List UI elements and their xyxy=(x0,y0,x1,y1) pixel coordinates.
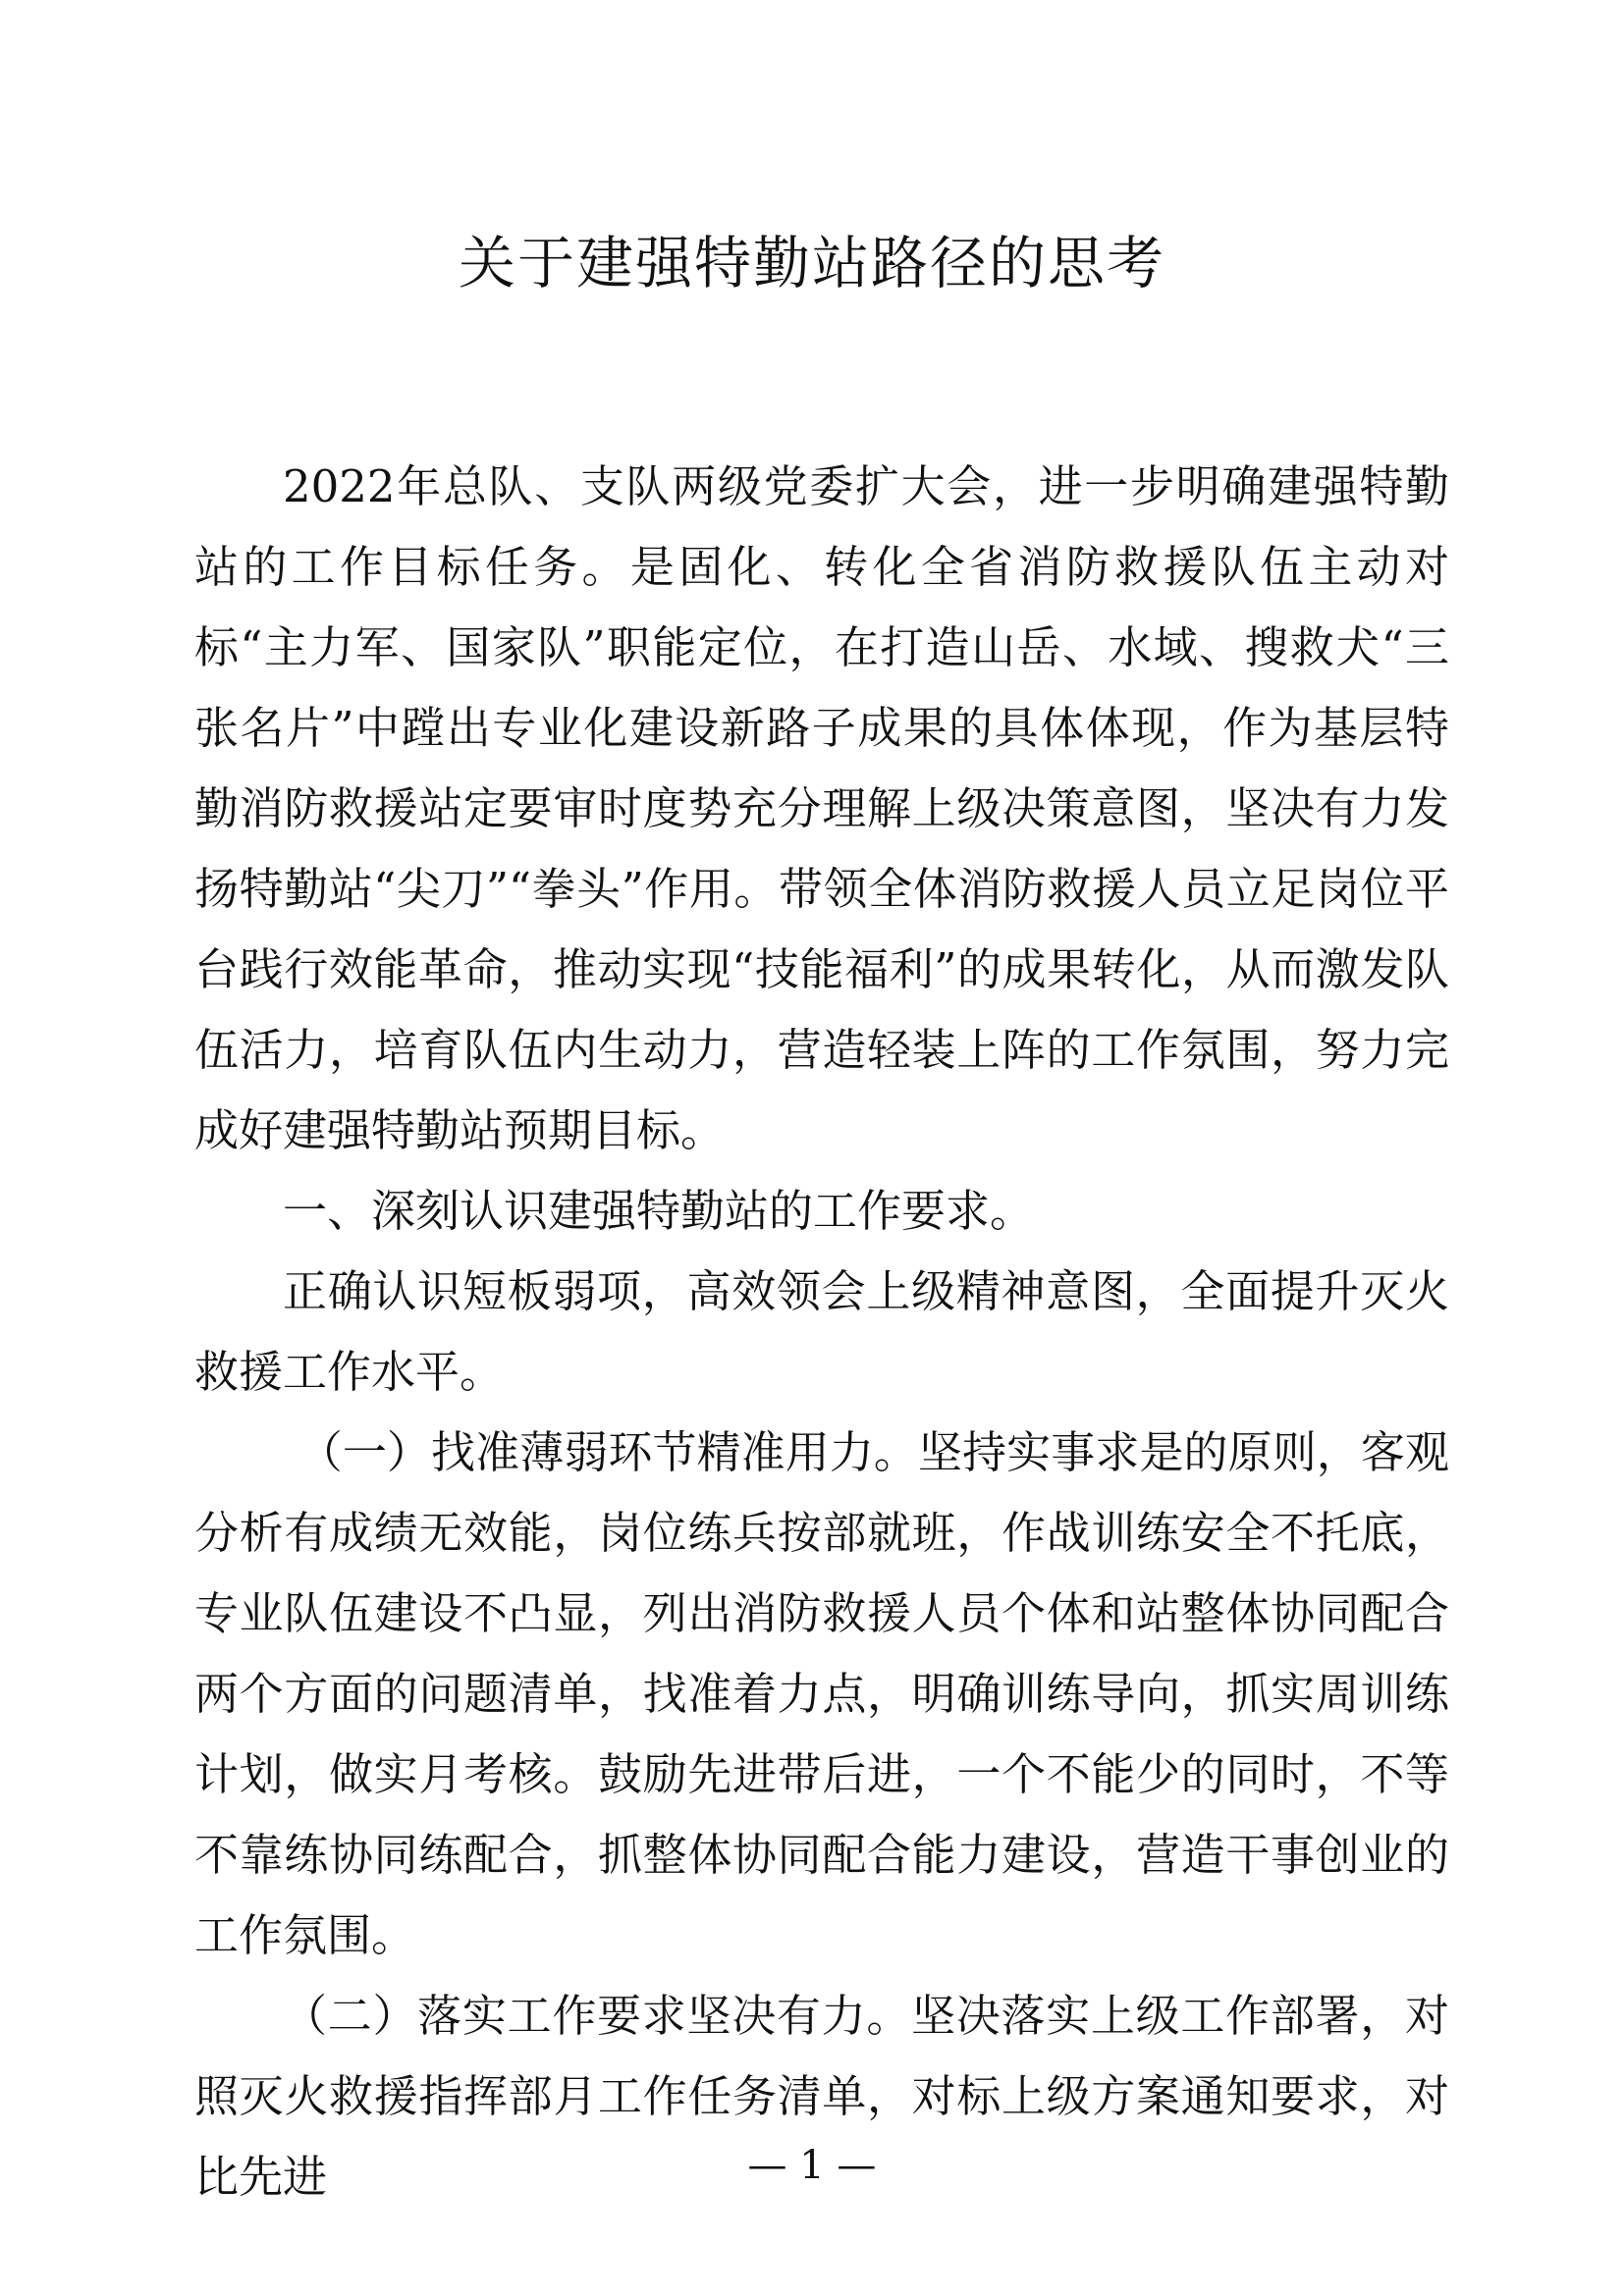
paragraph-intro: 2022年总队、支队两级党委扩大会，进一步明确建强特勤站的工作目标任务。是固化、转化全省消防救援队伍主动对标“主力军、国家队”职能定位，在打造山岳、水域、搜救犬“三张名片”中蹚出专业化建设新路子成果的具体体现，作为基层特勤消防救援站定要审时度势充分理解上级决策意图，坚决有力发扬特勤站“尖刀”“拳头”作用。带领全体消防救援人员立足岗位平台践行效能革命，推动实现“技能福利”的成果转化，从而激发队伍活力，培育队伍内生动力，营造轻装上阵的工作氛围，努力完成好建强特勤站预期目标。 xyxy=(194,460,1449,1156)
paragraph-subsection-1: （一）找准薄弱环节精准用力。坚持实事求是的原则，客观分析有成绩无效能，岗位练兵按部就班，作战训练安全不托底，专业队伍建设不凸显，列出消防救援人员个体和站整体协同配合两个方面的问题清单，找准着力点，明确训练导向，抓实周训练计划，做实月考核。鼓励先进带后进，一个不能少的同时，不等不靠练协同练配合，抓整体协同配合能力建设，营造干事创业的工作氛围。 xyxy=(194,1426,1449,1961)
page-number: — 1 — xyxy=(747,2143,877,2188)
paragraph-section-1-summary: 正确认识短板弱项，高效领会上级精神意图，全面提升灭火救援工作水平。 xyxy=(194,1265,1449,1398)
document-body xyxy=(194,447,1449,2217)
paragraph-subsection-2: （二）落实工作要求坚决有力。坚决落实上级工作部署，对照灭火救援指挥部月工作任务清单，对标上级方案通知要求，对比先进 xyxy=(194,1990,1449,2203)
document-title: 关于建强特勤站路径的思考 xyxy=(458,230,1165,296)
section-heading-1: 一、深刻认识建强特勤站的工作要求。 xyxy=(283,1185,1035,1237)
